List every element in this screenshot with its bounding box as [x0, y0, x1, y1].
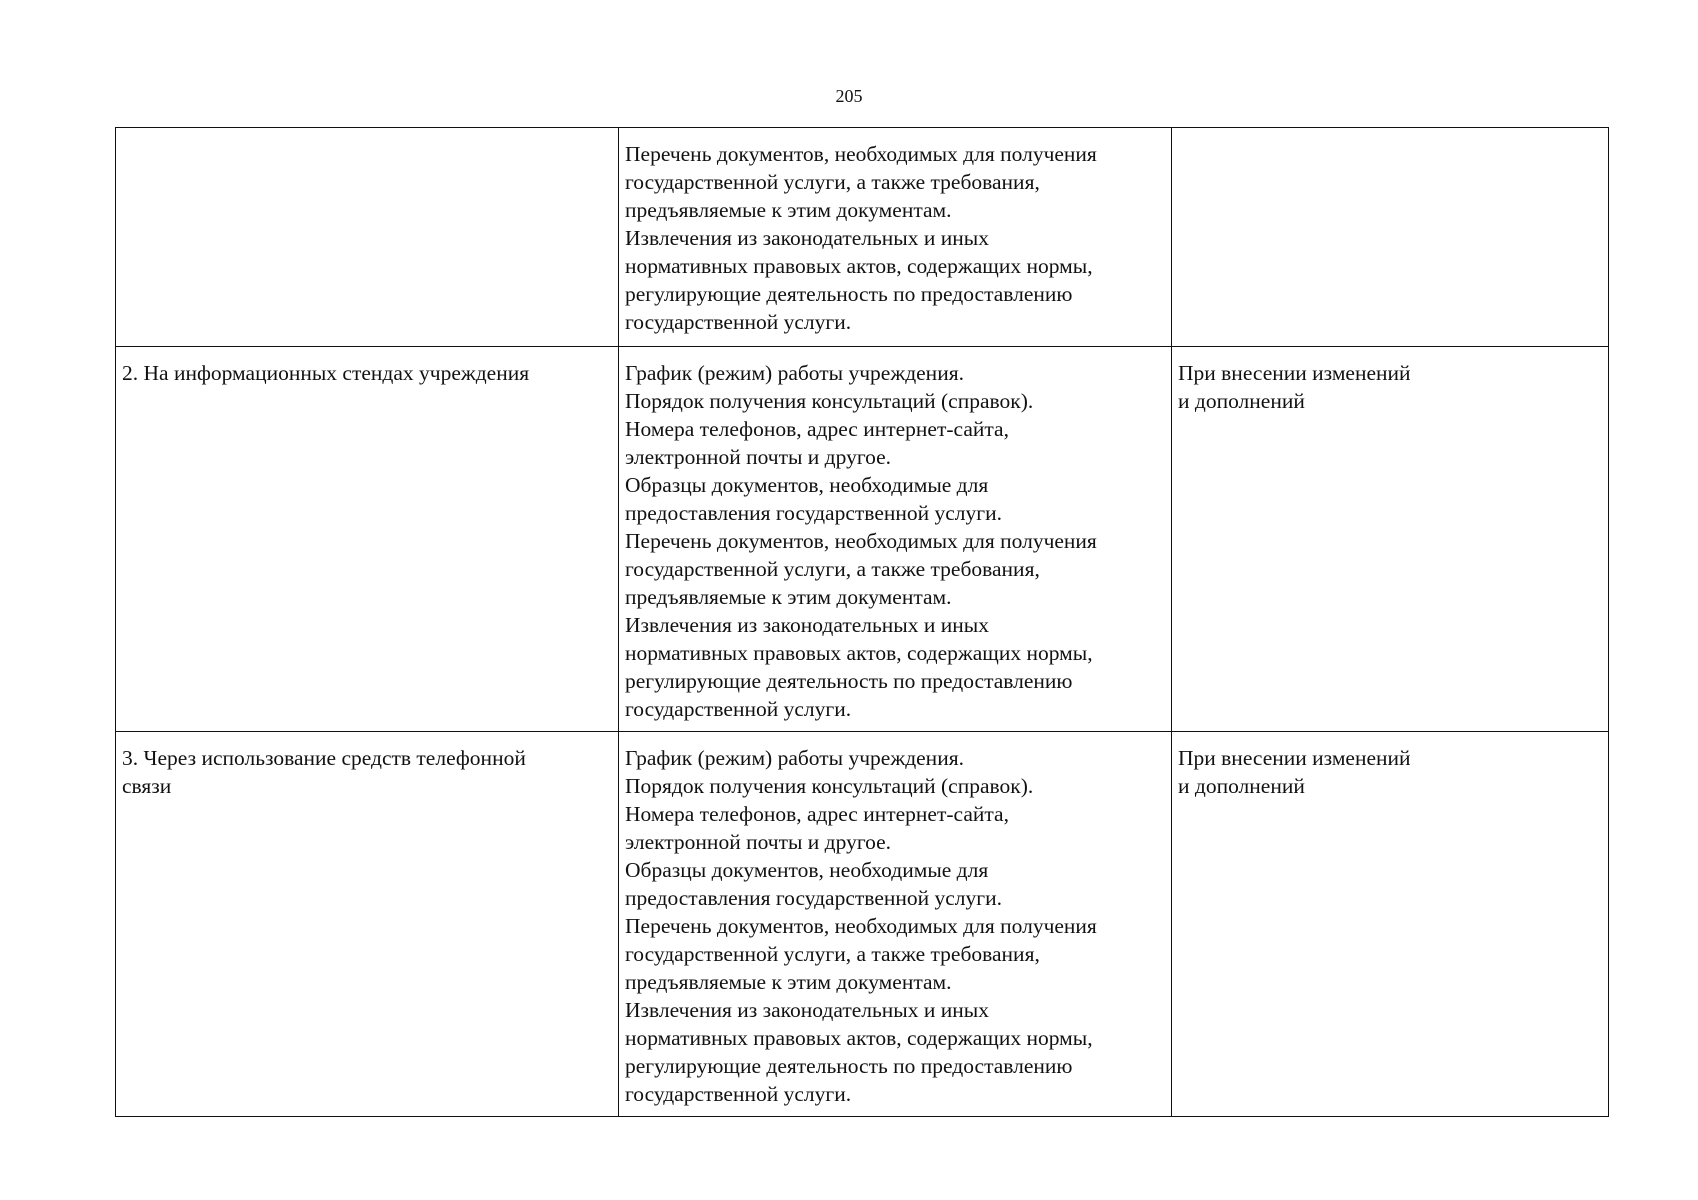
- cell-content: [619, 347, 1172, 732]
- cell-text-line: 2. На информационных стендах учреждения: [122, 361, 530, 385]
- cell-text-line: предоставления государственной услуги.: [625, 501, 1002, 525]
- cell-content: [619, 128, 1172, 347]
- cell-text-line: электронной почты и другое.: [625, 445, 892, 469]
- cell-text-line: Извлечения из законодательных и иных: [625, 613, 989, 637]
- page-number: 205: [835, 86, 863, 106]
- cell-text-line: Извлечения из законодательных и иных: [625, 998, 989, 1022]
- cell-text-line: При внесении изменений: [1178, 361, 1411, 385]
- cell-text-line: Извлечения из законодательных и иных: [625, 226, 989, 250]
- cell-text-line: государственной услуги.: [625, 310, 852, 334]
- info-table: [115, 127, 1609, 1117]
- cell-text-line: Порядок получения консультаций (справок).: [625, 389, 1034, 413]
- cell-channel: [116, 347, 619, 732]
- cell-text-line: государственной услуги.: [625, 1082, 852, 1106]
- cell-text-line: График (режим) работы учреждения.: [625, 361, 964, 385]
- cell-text-line: Перечень документов, необходимых для получения: [625, 914, 1097, 938]
- cell-text-line: Порядок получения консультаций (справок).: [625, 774, 1034, 798]
- cell-text-line: нормативных правовых актов, содержащих нормы,: [625, 641, 1093, 665]
- table-row: [116, 128, 1609, 347]
- cell-text-line: регулирующие деятельность по предоставлению: [625, 1054, 1073, 1078]
- cell-text-line: Номера телефонов, адрес интернет-сайта,: [625, 417, 1009, 441]
- cell-text-line: нормативных правовых актов, содержащих нормы,: [625, 1026, 1093, 1050]
- cell-text-line: государственной услуги, а также требования,: [625, 170, 1040, 194]
- cell-update: [1172, 128, 1609, 347]
- table-row: [116, 347, 1609, 732]
- cell-text-line: График (режим) работы учреждения.: [625, 746, 964, 770]
- cell-text-line: Образцы документов, необходимые для: [625, 858, 989, 882]
- table-row: [116, 732, 1609, 1117]
- cell-text-line: регулирующие деятельность по предоставлению: [625, 282, 1073, 306]
- cell-text-line: электронной почты и другое.: [625, 830, 892, 854]
- cell-text-line: и дополнений: [1178, 774, 1305, 798]
- cell-text-line: Перечень документов, необходимых для получения: [625, 529, 1097, 553]
- cell-text-line: государственной услуги, а также требования,: [625, 557, 1040, 581]
- cell-update: [1172, 347, 1609, 732]
- cell-text-line: связи: [122, 774, 172, 798]
- cell-text-line: 3. Через использование средств телефонной: [122, 746, 526, 770]
- cell-text-line: предъявляемые к этим документам.: [625, 970, 952, 994]
- cell-text-line: предъявляемые к этим документам.: [625, 198, 952, 222]
- cell-text-line: государственной услуги.: [625, 697, 852, 721]
- cell-text-line: Номера телефонов, адрес интернет-сайта,: [625, 802, 1009, 826]
- cell-text-line: нормативных правовых актов, содержащих нормы,: [625, 254, 1093, 278]
- cell-text-line: Образцы документов, необходимые для: [625, 473, 989, 497]
- cell-text-line: предъявляемые к этим документам.: [625, 585, 952, 609]
- cell-text-line: предоставления государственной услуги.: [625, 886, 1002, 910]
- cell-text-line: государственной услуги, а также требования,: [625, 942, 1040, 966]
- cell-text-line: При внесении изменений: [1178, 746, 1411, 770]
- cell-channel: [116, 128, 619, 347]
- cell-update: [1172, 732, 1609, 1117]
- cell-content: [619, 732, 1172, 1117]
- cell-text-line: и дополнений: [1178, 389, 1305, 413]
- cell-channel: [116, 732, 619, 1117]
- cell-text-line: Перечень документов, необходимых для получения: [625, 142, 1097, 166]
- cell-text-line: регулирующие деятельность по предоставлению: [625, 669, 1073, 693]
